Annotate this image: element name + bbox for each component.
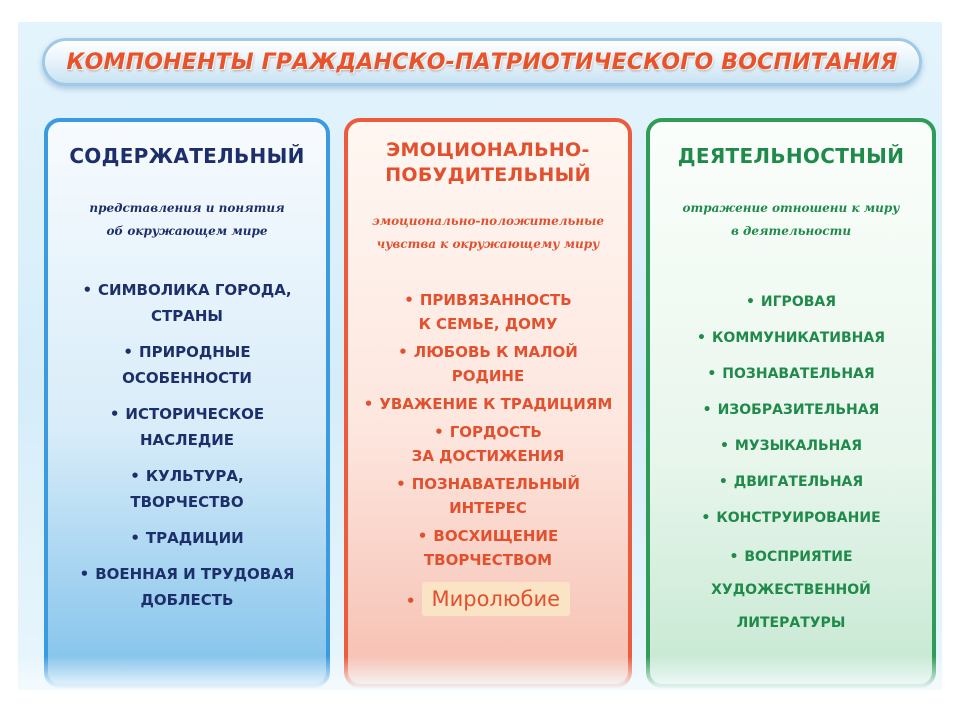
list-item [650, 469, 932, 495]
title-banner [42, 38, 922, 86]
item-line: ПОЗНАВАТЕЛЬНАЯ [722, 366, 875, 382]
list-item [650, 505, 932, 531]
list-item [48, 561, 326, 613]
bullet-icon: • [719, 438, 729, 454]
bullet-icon: • [363, 395, 374, 413]
column-activity [646, 118, 936, 688]
subtitle-line: отражение отношени к миру [682, 201, 900, 215]
bullet-icon: • [404, 291, 414, 309]
bullet-icon: • [109, 405, 120, 423]
item-list [48, 277, 326, 613]
poster-title: КОМПОНЕНТЫ ГРАЖДАНСКО-ПАТРИОТИЧЕСКОГО ВОСПИТАНИЯ [66, 49, 898, 75]
item-line: РОДИНЕ [451, 367, 525, 385]
bullet-icon: • [396, 475, 406, 493]
item-line: ПРИРОДНЫЕ [139, 343, 251, 361]
column-title [48, 144, 326, 169]
list-item [650, 361, 932, 387]
item-line: ХУДОЖЕСТВЕННОЙ [711, 582, 871, 598]
list-item [48, 525, 326, 551]
subtitle-line: эмоционально-положительные [371, 214, 604, 228]
list-item [650, 541, 932, 640]
bullet-icon: • [707, 366, 717, 382]
column-content [44, 118, 330, 688]
item-line: ВОСПРИЯТИЕ [744, 549, 853, 565]
item-line: ТВОРЧЕСТВО [130, 493, 244, 511]
list-item [348, 340, 628, 388]
item-line: ГОРДОСТЬ [449, 423, 542, 441]
item-line: КУЛЬТУРА, [145, 467, 244, 485]
bullet-icon: • [130, 467, 140, 485]
column-subtitle [348, 210, 628, 256]
subtitle-line: в деятельности [730, 224, 852, 238]
bullet-icon: • [745, 294, 755, 310]
list-item [48, 401, 326, 453]
bullet-icon: • [79, 565, 90, 583]
highlighted-item: Миролюбие [422, 582, 571, 616]
bullet-icon: • [82, 281, 93, 299]
subtitle-line: чувства к окружающему миру [376, 237, 600, 251]
list-item [650, 289, 932, 315]
item-line: ИЗОБРАЗИТЕЛЬНАЯ [717, 402, 880, 418]
list-item [48, 339, 326, 391]
column-subtitle [48, 197, 326, 243]
item-line: ИНТЕРЕС [449, 499, 527, 517]
item-line: СИМВОЛИКА ГОРОДА, [98, 281, 292, 299]
column-title-line: ДЕЯТЕЛЬНОСТНЫЙ [677, 144, 905, 168]
list-item [650, 325, 932, 351]
item-line: ПОЗНАВАТЕЛЬНЫЙ [411, 475, 580, 493]
list-item [348, 524, 628, 572]
item-line: КОНСТРУИРОВАНИЕ [716, 510, 881, 526]
item-line: ИГРОВАЯ [760, 294, 837, 310]
bullet-icon: • [702, 402, 712, 418]
column-title-line: ЭМОЦИОНАЛЬНО- [386, 139, 590, 161]
subtitle-line: представления и понятия [89, 201, 285, 215]
bullet-icon: • [405, 592, 416, 610]
item-line: ДОБЛЕСТЬ [140, 591, 234, 609]
item-list [348, 288, 628, 616]
item-line: ЛЮБОВЬ К МАЛОЙ [413, 343, 578, 361]
column-title-line: СОДЕРЖАТЕЛЬНЫЙ [69, 144, 305, 168]
item-list [650, 289, 932, 640]
column-emotional [344, 118, 632, 688]
column-title [348, 138, 628, 188]
bullet-icon: • [729, 549, 739, 565]
bullet-icon: • [130, 529, 140, 547]
list-item [348, 288, 628, 336]
bullet-icon: • [123, 343, 134, 361]
list-item [650, 433, 932, 459]
item-line: ДВИГАТЕЛЬНАЯ [733, 474, 864, 490]
item-line: ТРАДИЦИИ [145, 529, 244, 547]
item-line: МУЗЫКАЛЬНАЯ [734, 438, 863, 454]
column-title [650, 144, 932, 169]
item-line: ТВОРЧЕСТВОМ [423, 551, 553, 569]
poster [18, 22, 942, 690]
list-item [48, 277, 326, 329]
list-item [650, 397, 932, 423]
item-line: ИСТОРИЧЕСКОЕ [125, 405, 265, 423]
item-line: ОСОБЕННОСТИ [122, 369, 252, 387]
bullet-icon: • [718, 474, 728, 490]
item-line: К СЕМЬЕ, ДОМУ [418, 315, 558, 333]
item-line: ВОСХИЩЕНИЕ [433, 527, 559, 545]
column-title-line: ПОБУДИТЕЛЬНЫЙ [385, 164, 591, 186]
item-line: НАСЛЕДИЕ [139, 431, 235, 449]
list-item-highlighted [348, 576, 628, 616]
bullet-icon: • [701, 510, 711, 526]
item-line: ЗА ДОСТИЖЕНИЯ [411, 447, 565, 465]
list-item [48, 463, 326, 515]
bullet-icon: • [398, 343, 408, 361]
list-item [348, 472, 628, 520]
item-line: ПРИВЯЗАННОСТЬ [419, 291, 572, 309]
bullet-icon: • [417, 527, 428, 545]
column-subtitle [650, 197, 932, 243]
bullet-icon: • [697, 330, 706, 346]
list-item [348, 392, 628, 416]
item-line: СТРАНЫ [151, 307, 223, 325]
subtitle-line: об окружающем мире [106, 224, 268, 238]
item-line: УВАЖЕНИЕ К ТРАДИЦИЯМ [379, 395, 613, 413]
item-line: КОММУНИКАТИВНАЯ [711, 330, 885, 346]
list-item [348, 420, 628, 468]
item-line: ВОЕННАЯ И ТРУДОВАЯ [95, 565, 295, 583]
bullet-icon: • [434, 423, 444, 441]
item-line: ЛИТЕРАТУРЫ [736, 615, 846, 631]
